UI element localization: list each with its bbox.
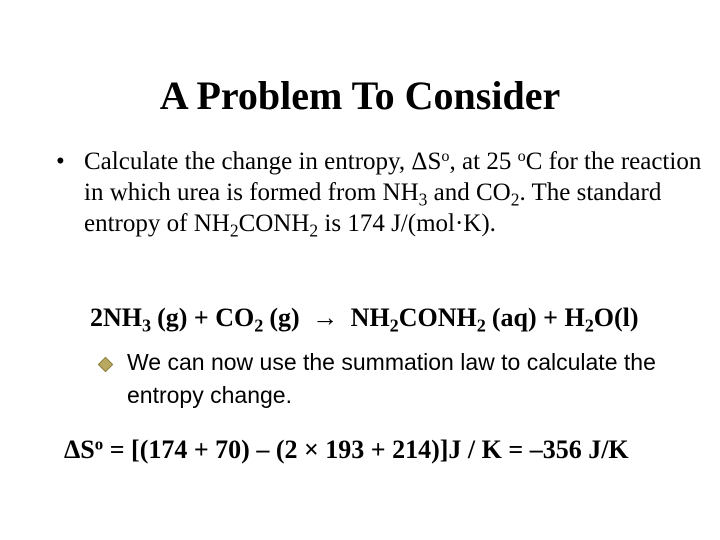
reaction-equation <box>90 300 715 336</box>
slide-title: A Problem To Consider <box>159 73 561 118</box>
bullet-summation-law <box>100 346 660 412</box>
product-water: $H_2O(l)$ <box>564 303 639 336</box>
bullet-1-text: Calculate the change in entropy, $\Delta S^o$, at 25 $^o$C for the reaction in which urea is formed from $NH_3$ and $CO_2$. The standard entropy of $NH_2CONH_2$ is 174 J/(mol·K). <box>84 146 702 241</box>
reaction-arrow: → <box>312 303 339 332</box>
entropy-result-equation <box>64 432 704 468</box>
product-urea: $NH_2CONH_2$ (aq) <box>350 303 537 336</box>
diamond-bullet-icon <box>98 357 114 373</box>
reactant-ammonia: $2NH_3$ (g) <box>90 303 188 336</box>
entropy-calculation: = [(174 + 70) – (2 × 193 + 214)]J / K = –356 J/K <box>109 435 629 464</box>
bullet-calculate-entropy <box>56 146 706 239</box>
plus-sign: + <box>193 303 209 332</box>
reactant-carbon-dioxide: $CO_2$ (g) <box>215 303 300 336</box>
plus-sign: + <box>543 303 558 332</box>
bullet-2-text: We can now use the summation law to calculate the entropy change. <box>127 349 656 408</box>
bullet-marker: • <box>56 148 65 175</box>
delta-s-symbol: $\Delta S^o$ <box>64 434 104 464</box>
